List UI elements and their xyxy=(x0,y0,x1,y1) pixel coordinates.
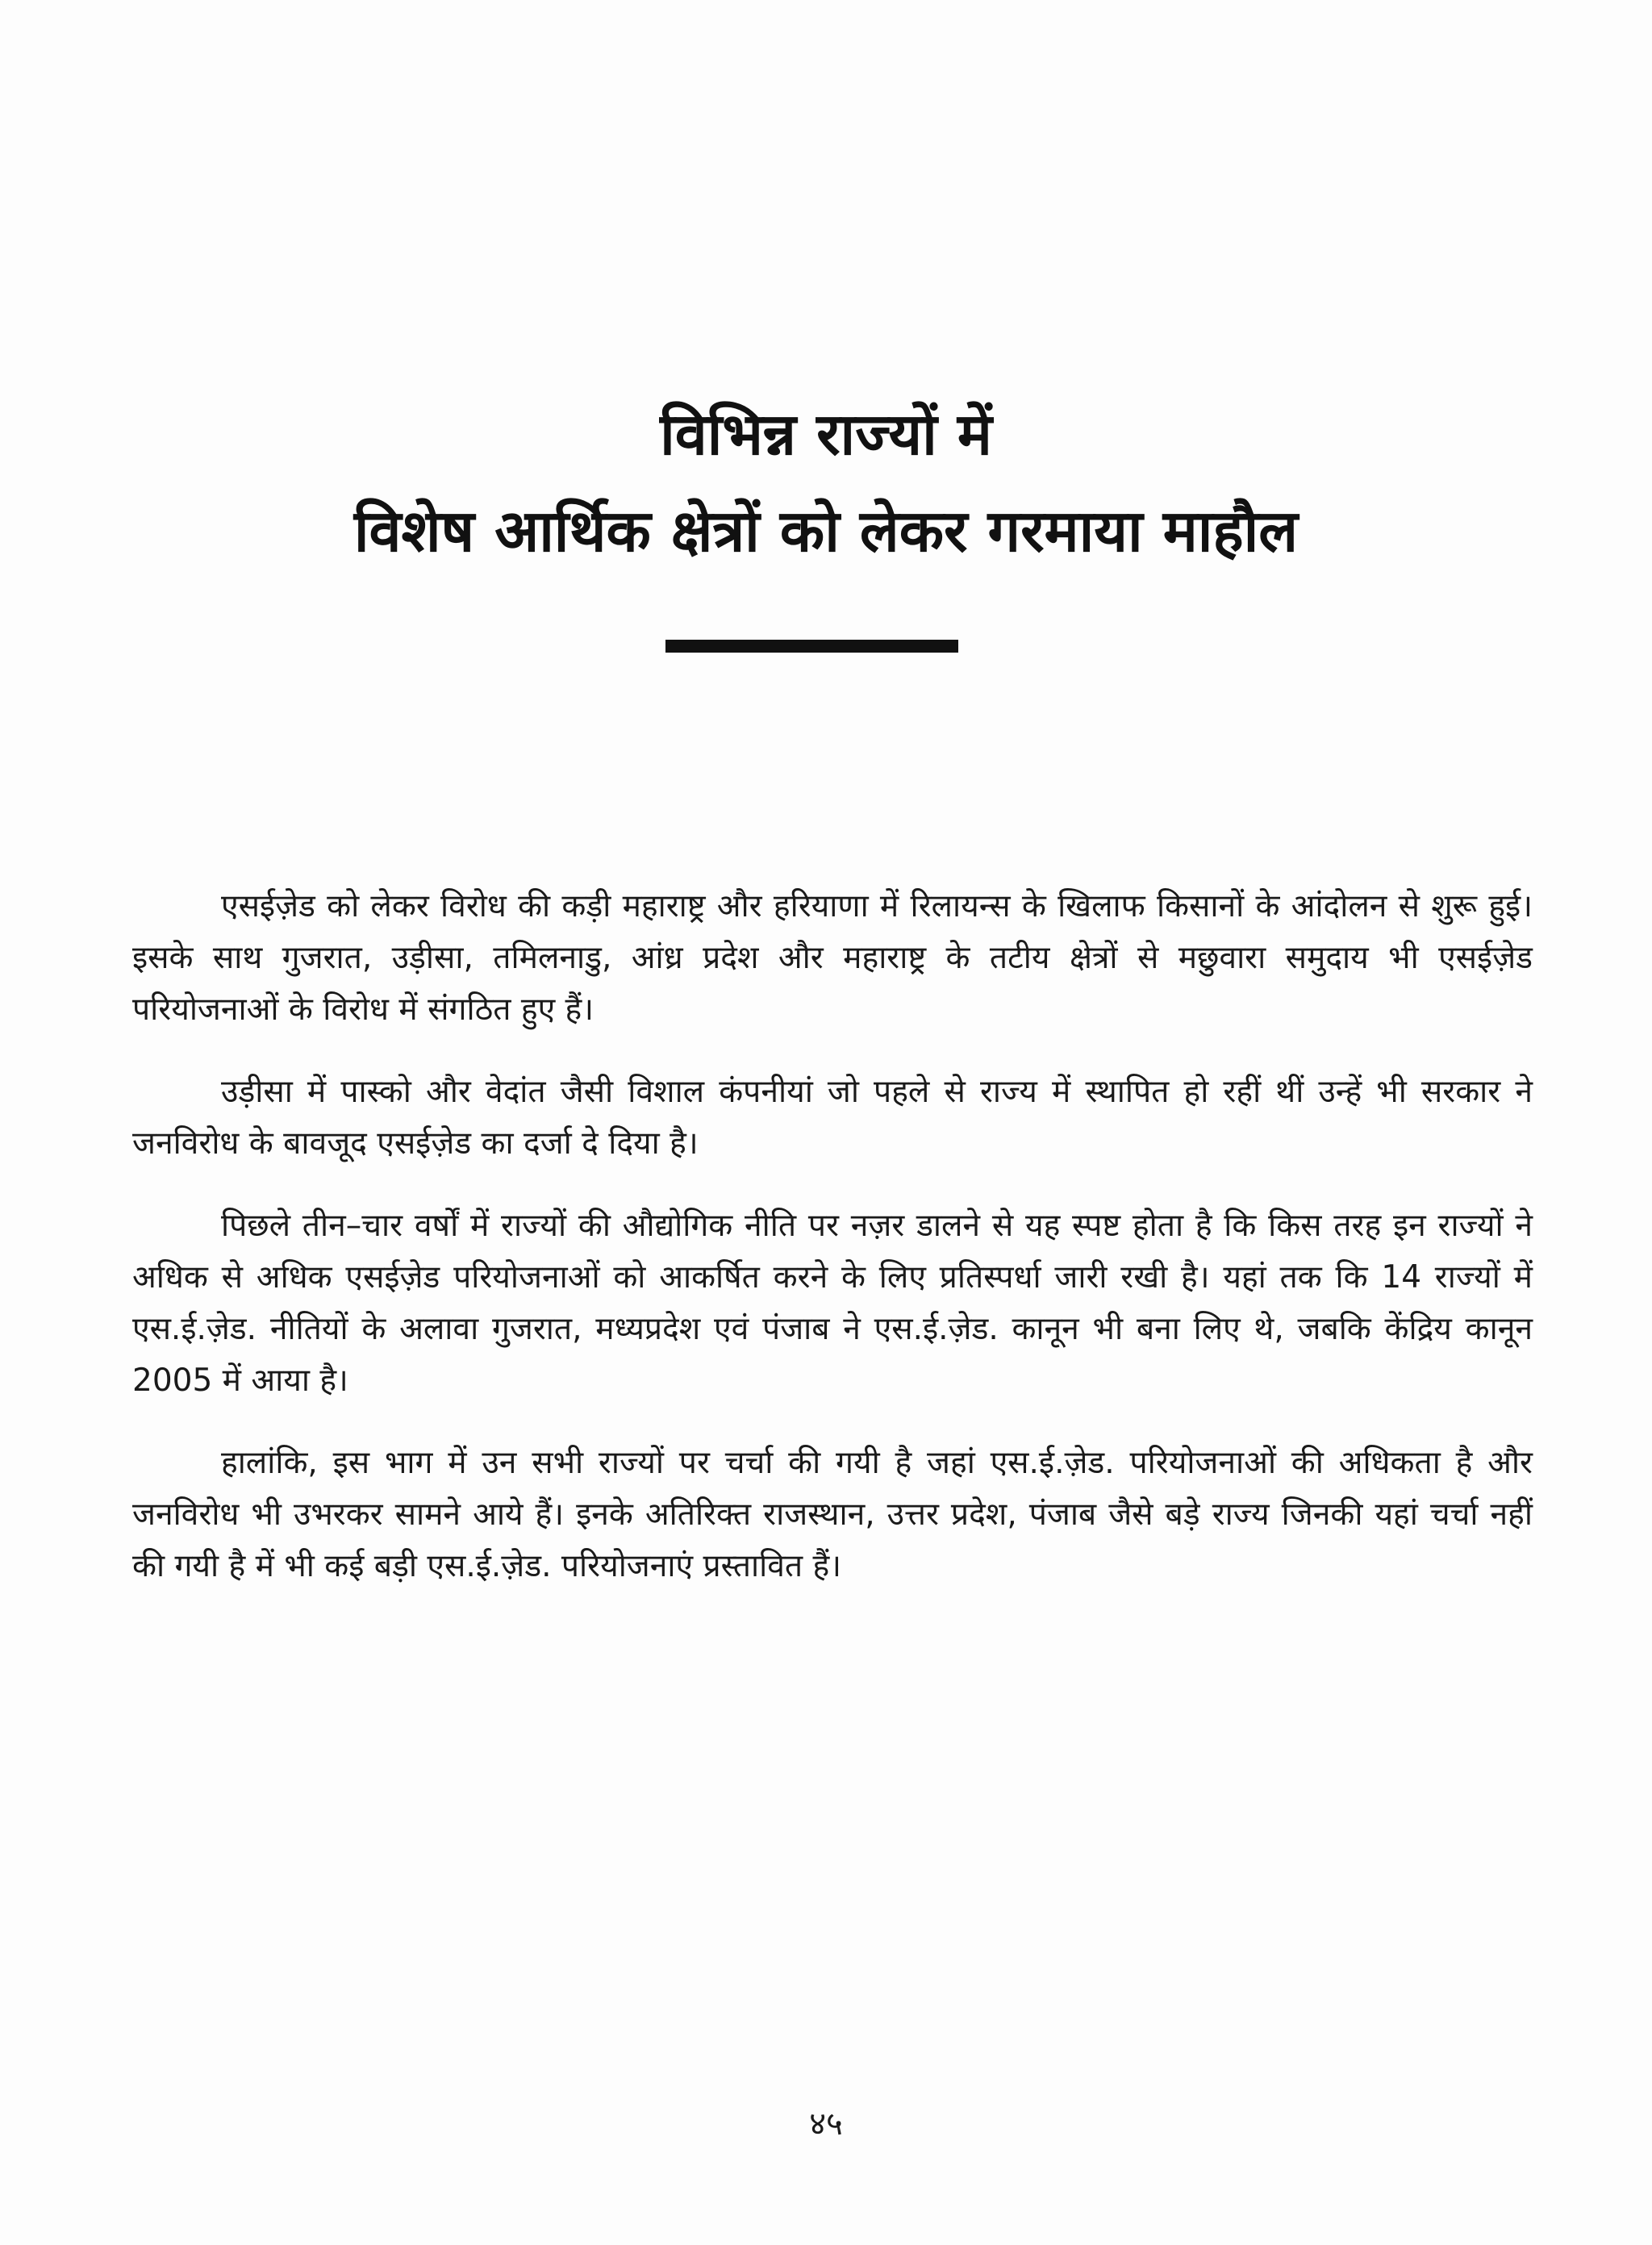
paragraph-3: पिछले तीन–चार वर्षों में राज्यों की औद्योगिक नीति पर नज़र डालने से यह स्पष्ट होता है कि किस तरह इन राज्यों ने अधिक से अधिक एसईज़ेड परियोजनाओं को आकर्षित करने के लिए प्रतिस्पर्धा जारी रखी है। यहां तक कि 14 राज्यों में एस.ई.ज़ेड. नीतियों के अलावा गुजरात, मध्यप्रदेश एवं पंजाब ने एस.ई.ज़ेड. कानून भी बना लिए थे, जबकि केंद्रिय कानून 2005 में आया है। xyxy=(132,1208,1533,1399)
chapter-title-line-1: विभिन्न राज्यों में xyxy=(660,400,992,468)
body-text xyxy=(132,881,1533,1623)
paragraph-2: उड़ीसा में पास्को और वेदांत जैसी विशाल कंपनीयां जो पहले से राज्य में स्थापित हो रहीं थीं उन्हें भी सरकार ने जनविरोध के बावजूद एसईज़ेड का दर्जा दे दिया है। xyxy=(132,1074,1533,1162)
chapter-title xyxy=(0,386,1652,579)
paragraph-1: एसईज़ेड को लेकर विरोध की कड़ी महाराष्ट्र और हरियाणा में रिलायन्स के खिलाफ किसानों के आंदोलन से शुरू हुई। इसके साथ गुजरात, उड़ीसा, तमिलनाडु, आंध्र प्रदेश और महाराष्ट्र के तटीय क्षेत्रों से मछुवारा समुदाय भी एसईज़ेड परियोजनाओं के विरोध में संगठित हुए हैं। xyxy=(132,888,1533,1028)
paragraph-4: हालांकि, इस भाग में उन सभी राज्यों पर चर्चा की गयी है जहां एस.ई.ज़ेड. परियोजनाओं की अधिकता है और जनविरोध भी उभरकर सामने आये हैं। इनके अतिरिक्त राजस्थान, उत्तर प्रदेश, पंजाब जैसे बड़े राज्य जिनकी यहां चर्चा नहीं की गयी है में भी कई बड़ी एस.ई.ज़ेड. परियोजनाएं प्रस्तावित हैं। xyxy=(132,1445,1533,1584)
chapter-title-line-2: विशेष आर्थिक क्षेत्रों को लेकर गरमाया माहौल xyxy=(353,497,1299,565)
page-number: ४५ xyxy=(809,2105,843,2143)
title-underline-rule xyxy=(665,640,958,653)
